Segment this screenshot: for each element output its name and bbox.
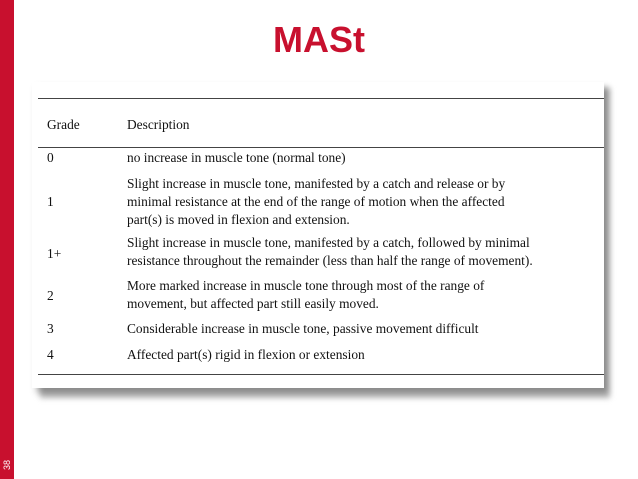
row-grade: 0 [47,150,54,165]
description-line: More marked increase in muscle tone through most of the range of [127,278,485,293]
description-line: Considerable increase in muscle tone, passive movement difficult [127,321,479,336]
side-accent-bar [0,0,14,479]
table-header-rule [38,147,604,148]
row-grade: 1 [47,194,54,209]
description-line: resistance throughout the remainder (less than half the range of movement). [127,253,533,268]
row-description [127,175,592,229]
header-grade: Grade [47,117,80,132]
mas-table [32,82,604,388]
description-line: part(s) is moved in flexion and extension. [127,212,350,227]
table-top-rule [38,98,604,99]
row-description [127,346,592,364]
description-line: Slight increase in muscle tone, manifested by a catch and release or by [127,176,506,191]
description-line: no increase in muscle tone (normal tone) [127,150,346,165]
row-grade: 3 [47,321,54,336]
description-line: Affected part(s) rigid in flexion or extension [127,347,365,362]
description-line: minimal resistance at the end of the range of motion when the affected [127,194,505,209]
row-description [127,234,592,270]
row-description [127,277,592,313]
slide-number-text: 38 [1,459,12,471]
description-line: movement, but affected part still easily moved. [127,296,379,311]
row-description [127,320,592,338]
header-description: Description [127,117,190,132]
row-grade: 4 [47,347,54,362]
slide-title: MASt [273,19,365,60]
table-bottom-rule [38,374,604,375]
slide-number [0,455,14,475]
description-line: Slight increase in muscle tone, manifested by a catch, followed by minimal [127,235,530,250]
row-description [127,149,592,167]
row-grade: 1+ [47,246,62,261]
row-grade: 2 [47,288,54,303]
